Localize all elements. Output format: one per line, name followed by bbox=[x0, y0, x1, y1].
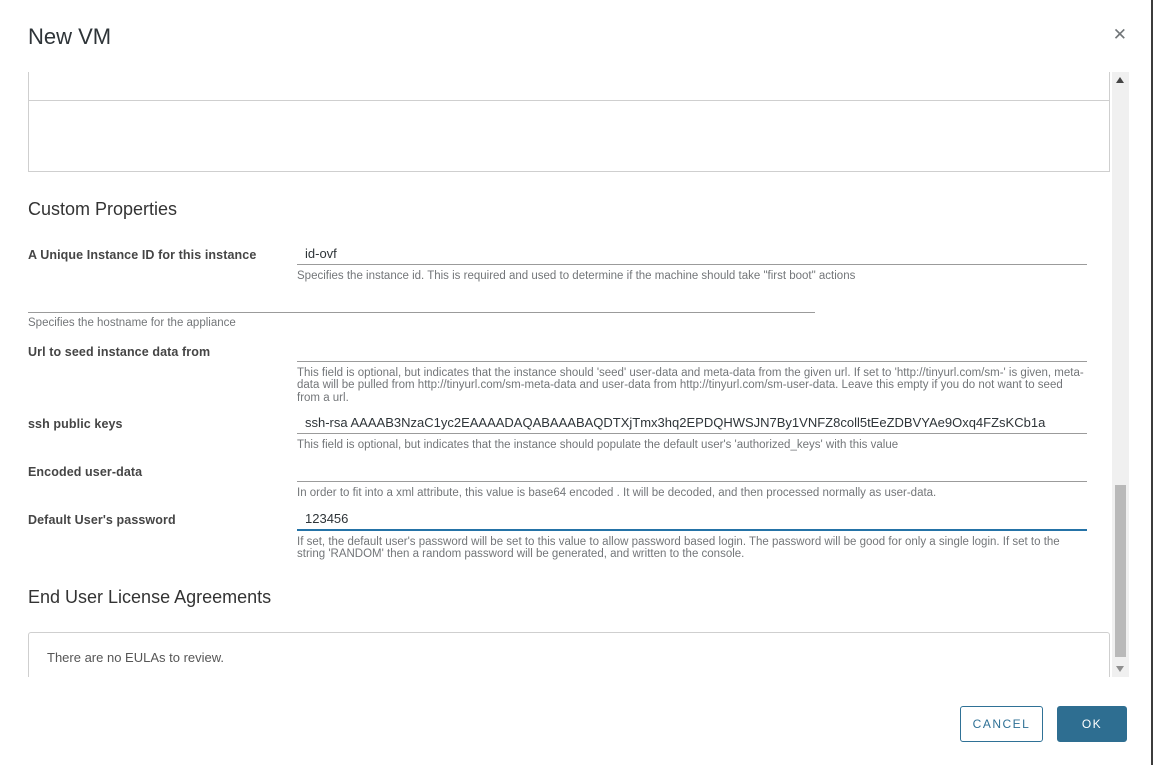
seed-url-label: Url to seed instance data from bbox=[28, 345, 211, 359]
field-seed-url bbox=[28, 343, 1110, 404]
instance-id-helper: Specifies the instance id. This is required and used to determine if the machine should take "first boot" actions bbox=[297, 270, 856, 282]
encoded-user-data-helper: In order to fit into a xml attribute, this value is base64 encoded . It will be decoded, and then processed normally as user-data. bbox=[297, 487, 937, 499]
ssh-keys-helper: This field is optional, but indicates that the instance should populate the default user's 'authorized_keys' with this value bbox=[297, 439, 899, 451]
eula-heading: End User License Agreements bbox=[28, 587, 272, 607]
field-instance-id bbox=[28, 246, 1110, 282]
custom-properties-heading: Custom Properties bbox=[28, 199, 178, 219]
ssh-keys-label: ssh public keys bbox=[28, 417, 123, 431]
instance-id-input[interactable] bbox=[297, 246, 1087, 265]
scroll-down-icon bbox=[1116, 666, 1124, 672]
scroll-down-button[interactable] bbox=[1112, 661, 1129, 677]
dialog-scroll-content bbox=[28, 72, 1110, 677]
default-password-input[interactable] bbox=[297, 511, 1087, 531]
dialog-title: New VM bbox=[28, 24, 112, 49]
ok-button[interactable]: OK bbox=[1057, 706, 1127, 742]
scrollbar-thumb[interactable] bbox=[1115, 485, 1126, 657]
seed-url-input[interactable] bbox=[297, 343, 1087, 362]
table-row-divider bbox=[29, 100, 1109, 101]
default-password-helper: If set, the default user's password will be set to this value to allow password based login. The password will be good for only a single login. If set to the string 'RANDOM' then a random password will be generated, and written to the console. bbox=[297, 536, 1060, 561]
field-default-password bbox=[28, 511, 1110, 561]
hostname-input-underline[interactable] bbox=[28, 301, 815, 313]
seed-url-helper: This field is optional, but indicates that the instance should 'seed' user-data and meta-data from the given url. If set to 'http://tinyurl.com/sm-' is given, meta-data will be pulled from http://tinyurl.com/sm-meta-data and user-data from http://tinyurl.com/sm-user-data. Leave this empty if you do not want to seed from a url. bbox=[297, 367, 1084, 404]
properties-table-fragment bbox=[28, 72, 1110, 172]
field-ssh-keys bbox=[28, 415, 1110, 451]
eula-box bbox=[28, 632, 1110, 677]
default-password-label: Default User's password bbox=[28, 513, 176, 527]
cancel-button[interactable]: CANCEL bbox=[960, 706, 1043, 742]
hostname-field-fragment bbox=[28, 301, 815, 329]
encoded-user-data-label: Encoded user-data bbox=[28, 465, 143, 479]
encoded-user-data-input[interactable] bbox=[297, 463, 1087, 482]
scroll-up-icon bbox=[1116, 77, 1124, 83]
ssh-keys-input[interactable] bbox=[297, 415, 1087, 434]
instance-id-label: A Unique Instance ID for this instance bbox=[28, 248, 257, 262]
field-encoded-user-data bbox=[28, 463, 1110, 499]
hostname-helper: Specifies the hostname for the appliance bbox=[28, 317, 236, 329]
eula-message: There are no EULAs to review. bbox=[47, 650, 225, 665]
vertical-scrollbar[interactable] bbox=[1112, 72, 1129, 677]
scroll-up-button[interactable] bbox=[1112, 72, 1129, 88]
close-icon[interactable]: ✕ bbox=[1112, 25, 1127, 44]
